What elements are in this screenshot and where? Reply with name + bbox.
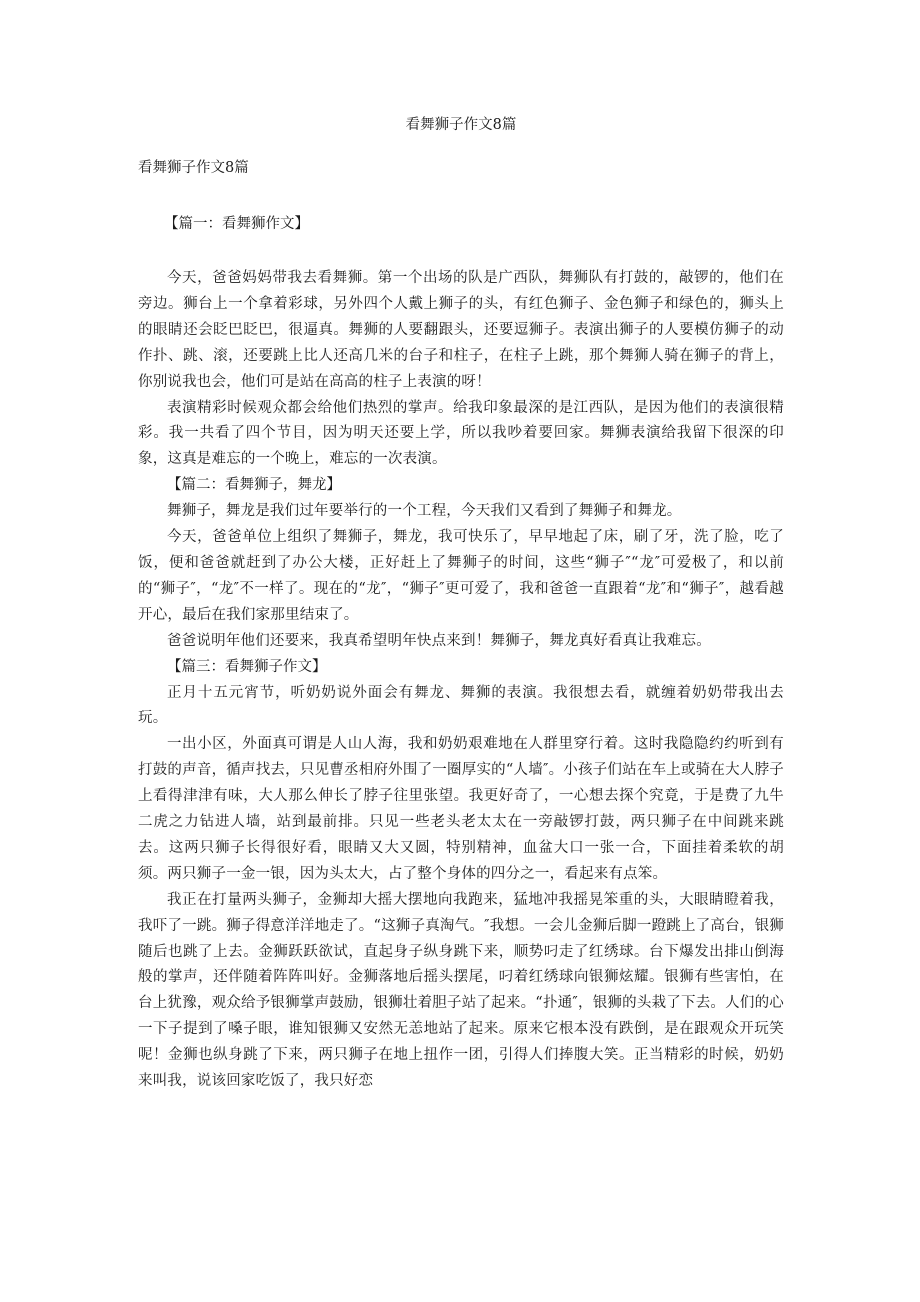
paragraph: 今天，爸爸妈妈带我去看舞狮。第一个出场的队是广西队，舞狮队有打鼓的，敲锣的，他们在旁边。狮台上一个拿着彩球，另外四个人戴上狮子的头，有红色狮子、金色狮子和绿色的，狮头上的眼睛还会眨巴眨巴，很逼真。舞狮的人要翻跟头，还要逗狮子。表演出狮子的人要模仿狮子的动作扑、跳、滚，还要跳上比人还高几米的台子和柱子，在柱子上跳，那个舞狮人骑在狮子的背上，你别说我也会，他们可是站在高高的柱子上表演的呀！	[138, 270, 784, 390]
section-heading-2: 【篇二：看舞狮子，舞龙】	[167, 477, 341, 494]
paragraph: 舞狮子，舞龙是我们过年要举行的一个工程，今天我们又看到了舞狮子和舞龙。	[167, 503, 682, 520]
paragraph: 我正在打量两头狮子，金狮却大摇大摆地向我跑来，猛地冲我摇晃笨重的头，大眼睛瞪着我，我吓了一跳。狮子得意洋洋地走了。“这狮子真淘气。″我想。一会儿金狮后脚一蹬跳上了高台，银狮随后也跳了上去。金狮跃跃欲试，直起身子纵身跳下来，顺势叼走了红绣球。台下爆发出排山倒海般的掌声，还伴随着阵阵叫好。金狮落地后摇头摆尾，叼着红绣球向银狮炫耀。银狮有些害怕，在台上犹豫，观众给予银狮掌声鼓励，银狮壮着胆子站了起来。“扑通″，银狮的头栽了下去。人们的心一下子提到了嗓子眼，谁知银狮又安然无恙地站了起来。原来它根本没有跌倒，是在跟观众开玩笑呢！金狮也纵身跳了下来，两只狮子在地上扭作一团，引得人们捧腹大笑。正当精彩的时候，奶奶来叫我，说该回家吃饭了，我只好恋	[138, 891, 784, 1090]
document-body	[138, 266, 784, 1095]
document-title: 看舞狮子作文8篇	[405, 117, 517, 133]
section-heading-1: 【篇一：看舞狮作文】	[164, 216, 309, 232]
paragraph: 今天，爸爸单位上组织了舞狮子，舞龙，我可快乐了，早早地起了床，刷了牙，洗了脸，吃了饭，便和爸爸就赶到了办公大楼，正好赶上了舞狮子的时间，这些“狮子″“龙″可爱极了，和以前的“狮子″，“龙″不一样了。现在的“龙″，“狮子″更可爱了，我和爸爸一直跟着“龙″和“狮子″，越看越开心，最后在我们家那里结束了。	[138, 529, 784, 623]
section-heading-3: 【篇三：看舞狮子作文】	[167, 658, 327, 675]
paragraph: 爸爸说明年他们还要来，我真希望明年快点来到！舞狮子，舞龙真好看真让我难忘。	[167, 632, 711, 649]
document-subtitle: 看舞狮子作文8篇	[138, 160, 249, 176]
paragraph: 正月十五元宵节，听奶奶说外面会有舞龙、舞狮的表演。我很想去看，就缠着奶奶带我出去玩。	[138, 684, 784, 727]
paragraph: 表演精彩时候观众都会给他们热烈的掌声。给我印象最深的是江西队，是因为他们的表演很精彩。我一共看了四个节目，因为明天还要上学，所以我吵着要回家。舞狮表演给我留下很深的印象，这真是难忘的一个晚上，难忘的一次表演。	[138, 399, 784, 468]
paragraph: 一出小区，外面真可谓是人山人海，我和奶奶艰难地在人群里穿行着。这时我隐隐约约听到有打鼓的声音，循声找去，只见曹丞相府外围了一圈厚实的“人墙″。小孩子们站在车上或骑在大人脖子上看得津津有味，大人那么伸长了脖子往里张望。我更好奇了，一心想去探个究竟，于是费了九牛二虎之力钻进人墙，站到最前排。只见一些老头老太太在一旁敲锣打鼓，两只狮子在中间跳来跳去。这两只狮子长得很好看，眼睛又大又圆，特别精神，血盆大口一张一合，下面挂着柔软的胡须。两只狮子一金一银，因为头太大，占了整个身体的四分之一，看起来有点笨。	[138, 736, 784, 882]
